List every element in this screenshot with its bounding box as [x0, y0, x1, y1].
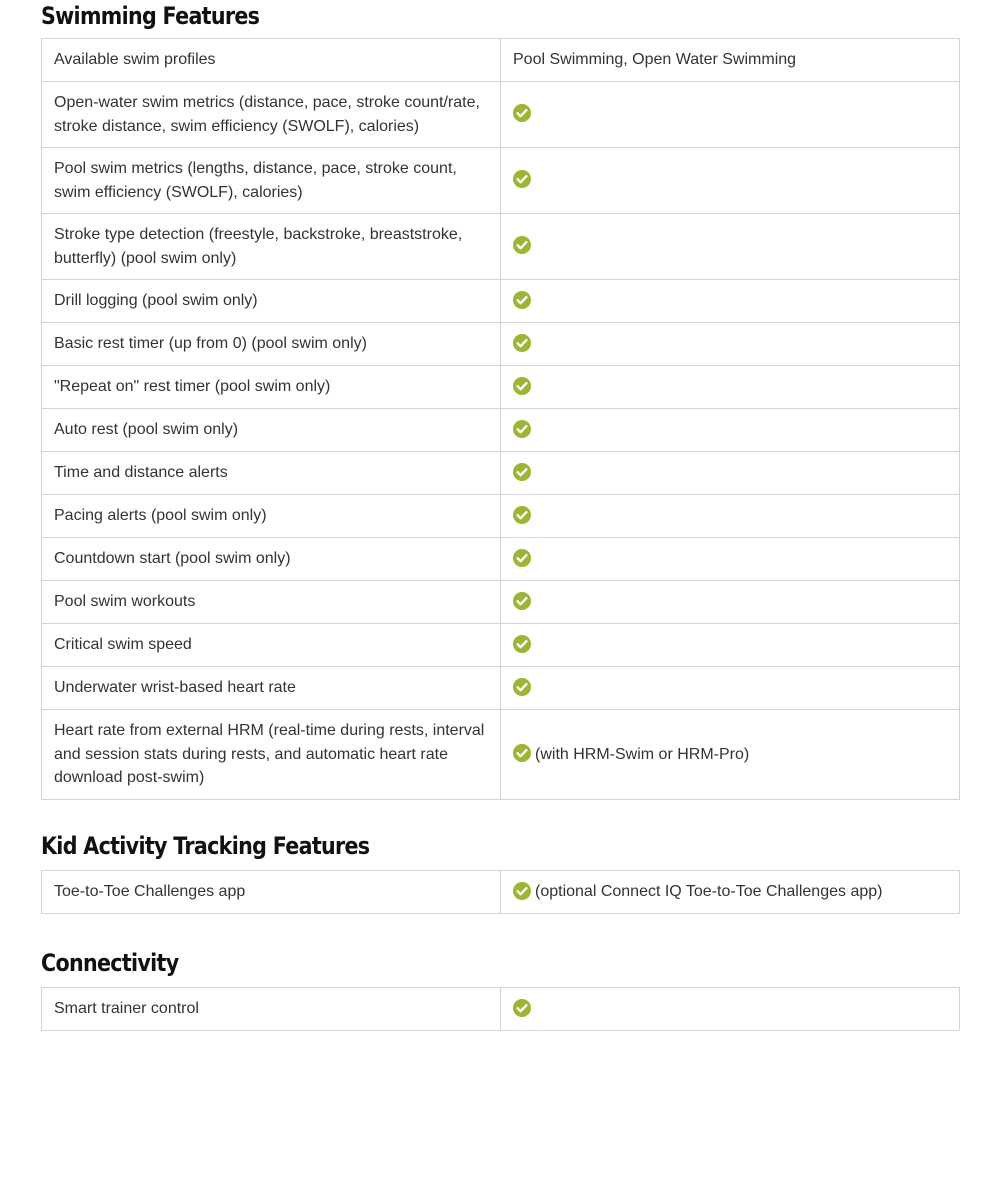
checkmark-icon: [513, 744, 531, 762]
connectivity-section: [41, 947, 959, 1031]
feature-name: Countdown start (pool swim only): [42, 538, 501, 581]
feature-name: Underwater wrist-based heart rate: [42, 667, 501, 710]
feature-value: [501, 366, 960, 409]
checkmark-icon: [513, 592, 531, 610]
checkmark-icon: [513, 291, 531, 309]
table-row: [42, 39, 960, 82]
checkmark-icon: [513, 377, 531, 395]
feature-name: Auto rest (pool swim only): [42, 409, 501, 452]
table-row: [42, 710, 960, 800]
feature-value: [501, 667, 960, 710]
feature-name: "Repeat on" rest timer (pool swim only): [42, 366, 501, 409]
checkmark-icon: [513, 506, 531, 524]
checkmark-icon: [513, 999, 531, 1017]
feature-name: Drill logging (pool swim only): [42, 280, 501, 323]
table-row: [42, 538, 960, 581]
section-heading: Kid Activity Tracking Features: [41, 832, 370, 860]
checkmark-icon: [513, 420, 531, 438]
table-row: [42, 495, 960, 538]
feature-value: [501, 988, 960, 1031]
kid-activity-section: [41, 830, 959, 914]
connectivity-table: [41, 987, 960, 1031]
section-heading: Swimming Features: [41, 2, 260, 30]
feature-name: Basic rest timer (up from 0) (pool swim only): [42, 323, 501, 366]
feature-value: [501, 624, 960, 667]
feature-name: Open-water swim metrics (distance, pace, stroke count/rate, stroke distance, swim efficiency (SWOLF), calories): [42, 82, 501, 148]
feature-value: [501, 495, 960, 538]
table-row: [42, 667, 960, 710]
kid-activity-table: [41, 870, 960, 914]
table-row: [42, 988, 960, 1031]
table-row: [42, 280, 960, 323]
feature-value-text: Pool Swimming, Open Water Swimming: [513, 51, 797, 69]
feature-name: Heart rate from external HRM (real-time during rests, interval and session stats during rests, and automatic heart rate download post-swim): [42, 710, 501, 800]
table-row: [42, 581, 960, 624]
table-row: [42, 871, 960, 914]
table-row: [42, 323, 960, 366]
checkmark-icon: [513, 678, 531, 696]
feature-value: [501, 280, 960, 323]
checkmark-icon: [513, 236, 531, 254]
feature-name: Critical swim speed: [42, 624, 501, 667]
checkmark-icon: [513, 635, 531, 653]
feature-note: (with HRM-Swim or HRM-Pro): [535, 745, 750, 763]
feature-value: [501, 581, 960, 624]
table-row: [42, 624, 960, 667]
feature-name: Pacing alerts (pool swim only): [42, 495, 501, 538]
feature-name: Available swim profiles: [42, 39, 501, 82]
feature-value: [501, 710, 960, 800]
feature-value: [501, 538, 960, 581]
checkmark-icon: [513, 549, 531, 567]
checkmark-icon: [513, 882, 531, 900]
feature-value: [501, 452, 960, 495]
table-row: [42, 214, 960, 280]
feature-name: Time and distance alerts: [42, 452, 501, 495]
table-row: [42, 409, 960, 452]
feature-value: [501, 214, 960, 280]
feature-name: Pool swim workouts: [42, 581, 501, 624]
feature-name: Pool swim metrics (lengths, distance, pace, stroke count, swim efficiency (SWOLF), calories): [42, 148, 501, 214]
section-heading: Connectivity: [41, 949, 179, 977]
checkmark-icon: [513, 104, 531, 122]
feature-value: [501, 323, 960, 366]
feature-note: (optional Connect IQ Toe-to-Toe Challenges app): [535, 883, 883, 901]
feature-value: [501, 409, 960, 452]
checkmark-icon: [513, 170, 531, 188]
feature-value: [501, 148, 960, 214]
feature-value: [501, 39, 960, 82]
feature-name: Toe-to-Toe Challenges app: [42, 871, 501, 914]
feature-value: [501, 82, 960, 148]
swimming-features-section: [41, 0, 959, 800]
table-row: [42, 366, 960, 409]
table-row: [42, 452, 960, 495]
checkmark-icon: [513, 334, 531, 352]
swimming-features-table: [41, 38, 960, 800]
table-row: [42, 148, 960, 214]
feature-value: [501, 871, 960, 914]
table-row: [42, 82, 960, 148]
feature-name: Stroke type detection (freestyle, backstroke, breaststroke, butterfly) (pool swim only): [42, 214, 501, 280]
feature-name: Smart trainer control: [42, 988, 501, 1031]
checkmark-icon: [513, 463, 531, 481]
